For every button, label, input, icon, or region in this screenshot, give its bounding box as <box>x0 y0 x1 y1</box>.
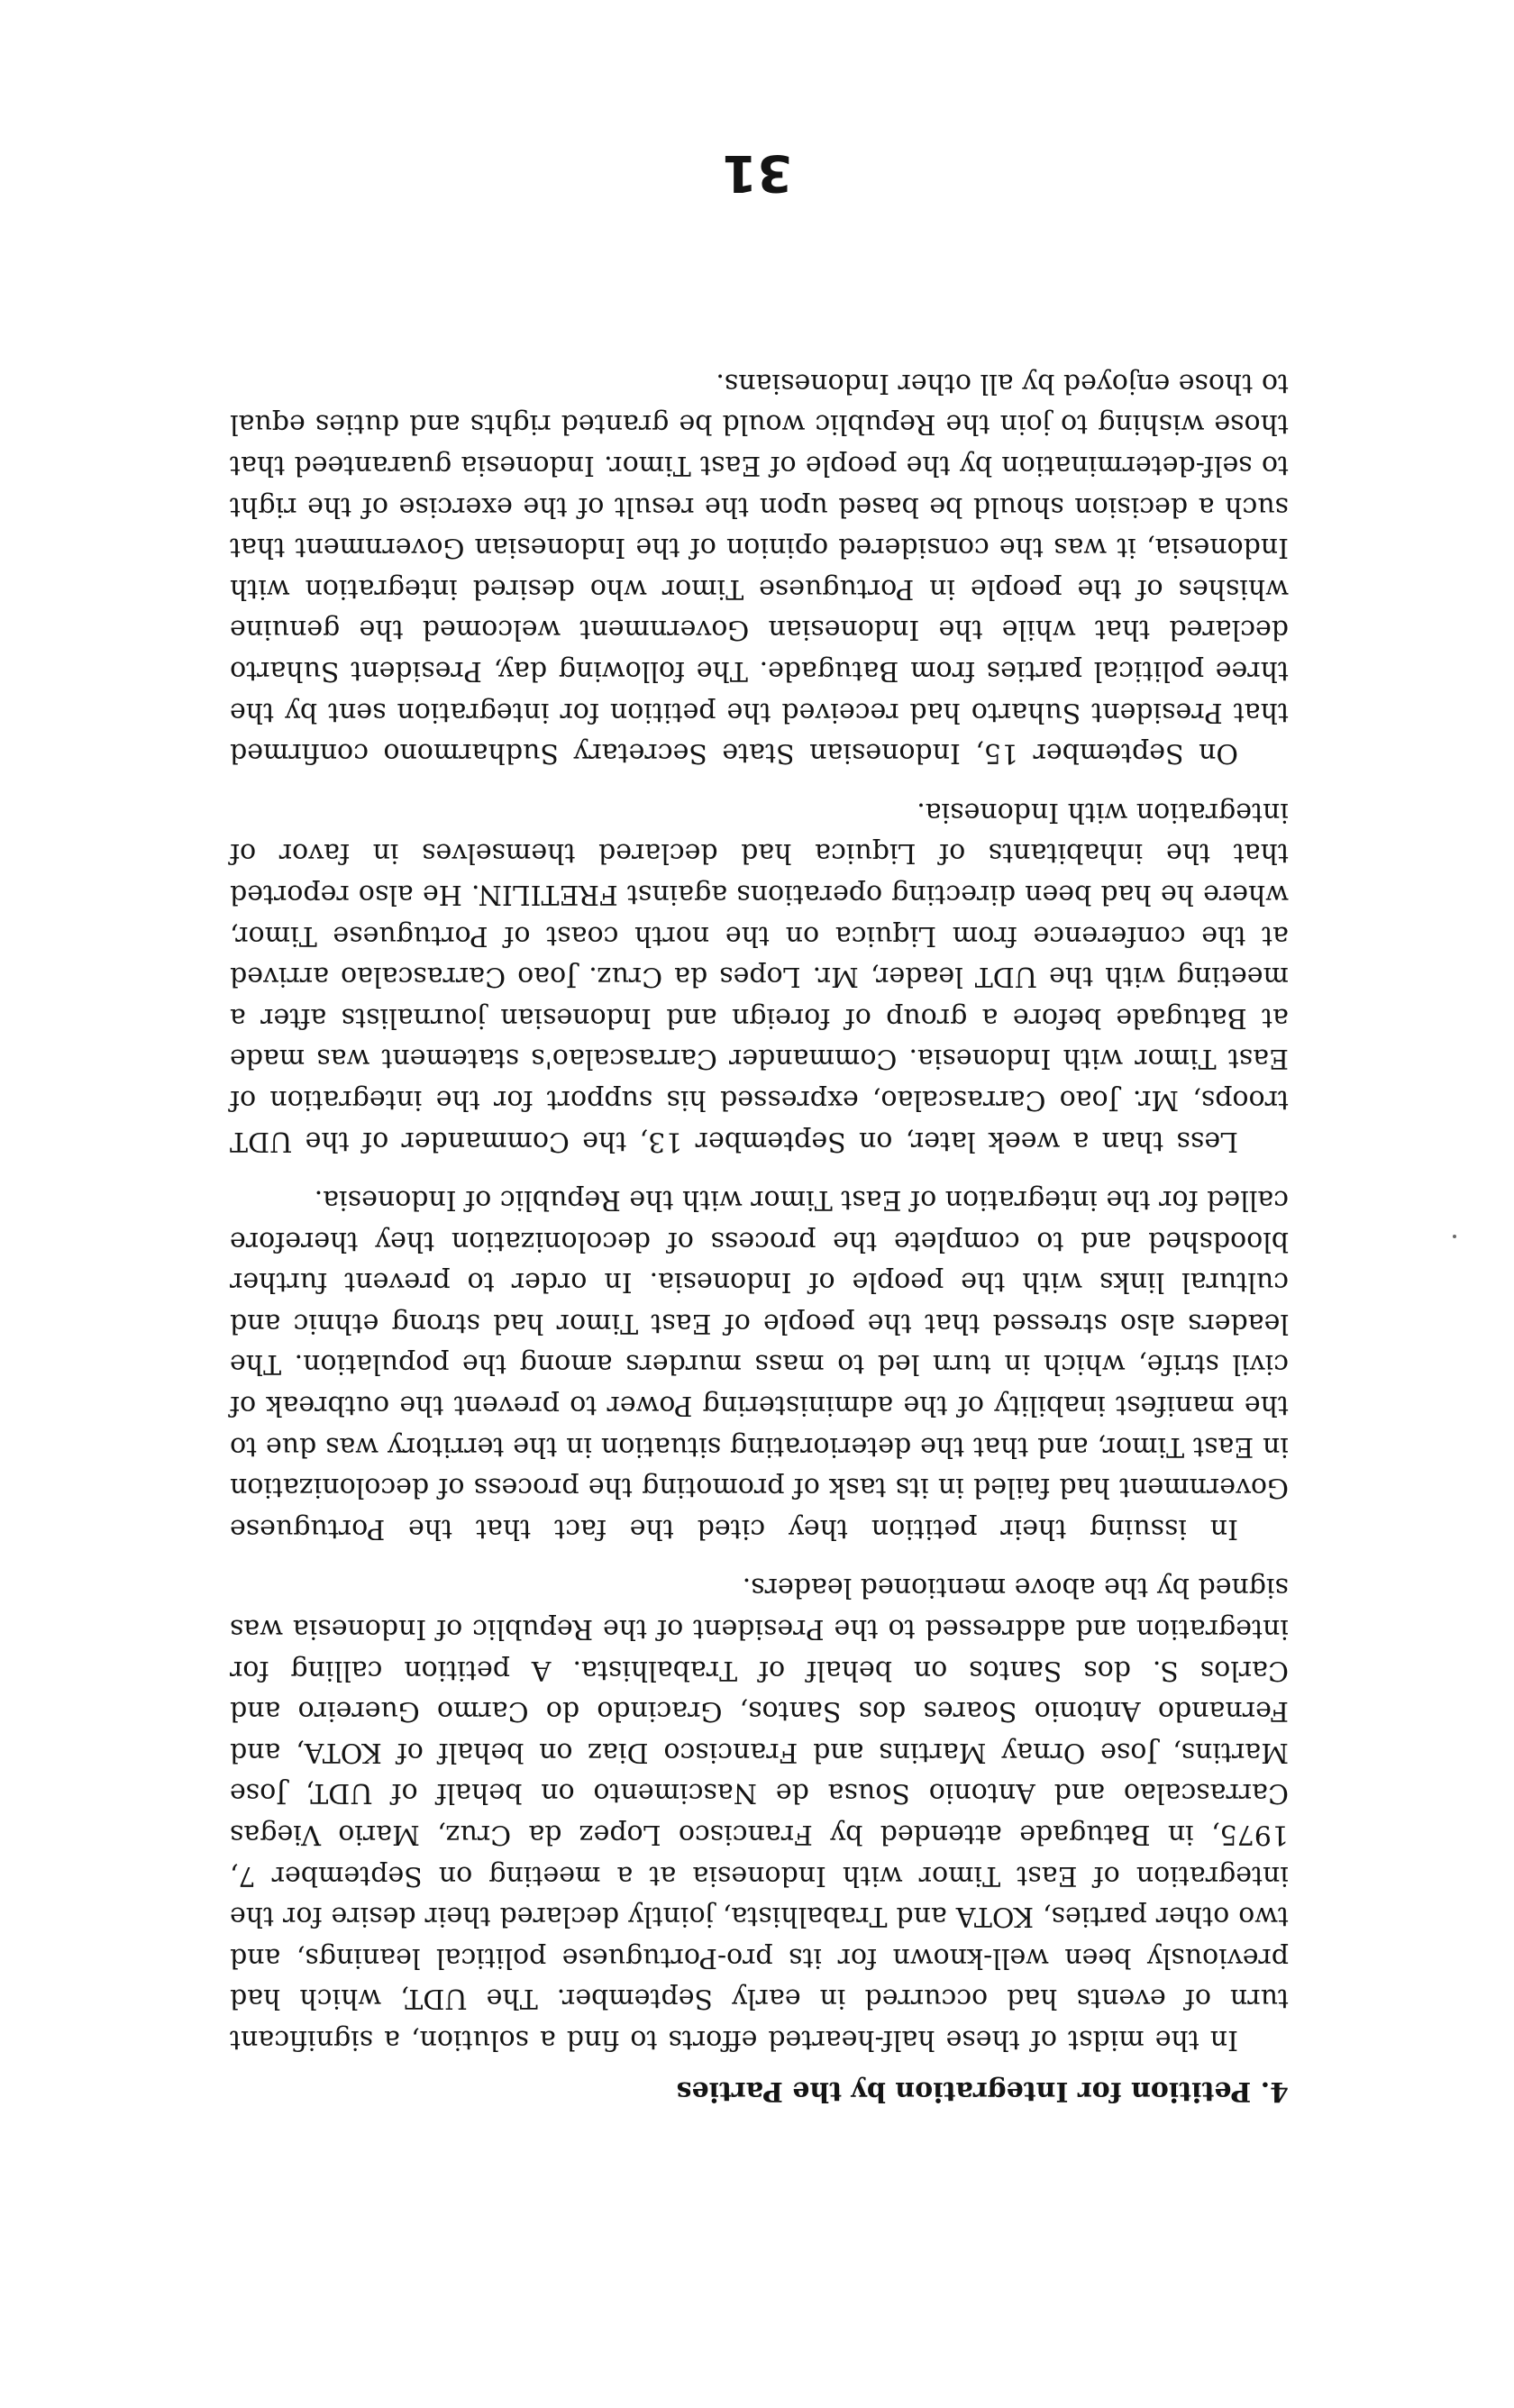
paragraph-1: In the midst of these half-hearted efforts to find a solution, a significant turn of events had occurred in early September. The UDT, which had previously been well-known for its pro-Portuguese political leanings, and two other parties, KOTA and Trabalhista, jointly declared their desire for the integration of East Timor with Indonesia at a meeting on September 7, 1975, in Batugade attended by Francisco Lopez da Cruz, Mario Viegas Carrascalao and Antonio Sousa de Nascimento on behalf of UDT, Jose Martins, Jose Ornay Martins and Francisco Diaz on behalf of KOTA, and Fernando Antonio Soares dos Santos, Gracindo do Carmo Guereiro and Carlos S. dos Santos on behalf of Trabalhista. A petition calling for integration and addressed to the President of the Republic of Indonesia was signed by the above mentioned leaders. <box>230 1572 1289 2056</box>
section-heading: 4. Petition for Integration by the Parties <box>676 2075 1289 2107</box>
scan-speck <box>1453 1235 1456 1238</box>
page-body <box>230 344 1289 2111</box>
paragraph-3: Less than a week later, on September 13, the Commander of the UDT troops, Mr. Joao Carrascalao, expressed his support for the integration of East Timor with Indonesia. Commander Carrascalao's statement was made at Batugade before a group of foreign and Indonesian journalists after a meeting with the UDT leader, Mr. Lopes da Cruz. Joao Carrascalao arrived at the conference from Liquica on the north coast of Portuguese Timor, where he had been directing operations against FRETILIN. He also reported that the inhabitants of Liquica had declared themselves in favor of integration with Indonesia. <box>230 796 1289 1157</box>
paragraph-2: In issuing their petition they cited the fact that the Portuguese Government had failed in its task of promoting the process of decolonization in East Timor, and that the deteriorating situation in the territory was due to the manifest inability of the administering Power to prevent the outbreak of civil strife, which in turn led to mass murders among the population. The leaders also stressed that the people of East Timor had strong ethnic and cultural links with the people of Indonesia. In order to prevent further bloodshed and to complete the process of decolonization they therefore called for the integration of East Timor with the Republic of Indonesia. <box>230 1184 1289 1545</box>
page-number: 31 <box>722 143 792 202</box>
paragraph-4: On September 15, Indonesian State Secretary Sudharmono confirmed that President Suharto had received the petition for integration sent by the three political parties from Batugade. The following day, President Suharto declared that while the Indonesian Government welcomed the genuine whishes of the people in Portuguese Timor who desired integration with Indonesia, it was the considered opinion of the Indonesian Government that such a decision should be based upon the result of the exercise of the right to self-determination by the people of East Timor. Indonesia guaranteed that those wishing to join the Republic would be granted rights and duties equal to those enjoyed by all other Indonesians. <box>230 367 1289 770</box>
